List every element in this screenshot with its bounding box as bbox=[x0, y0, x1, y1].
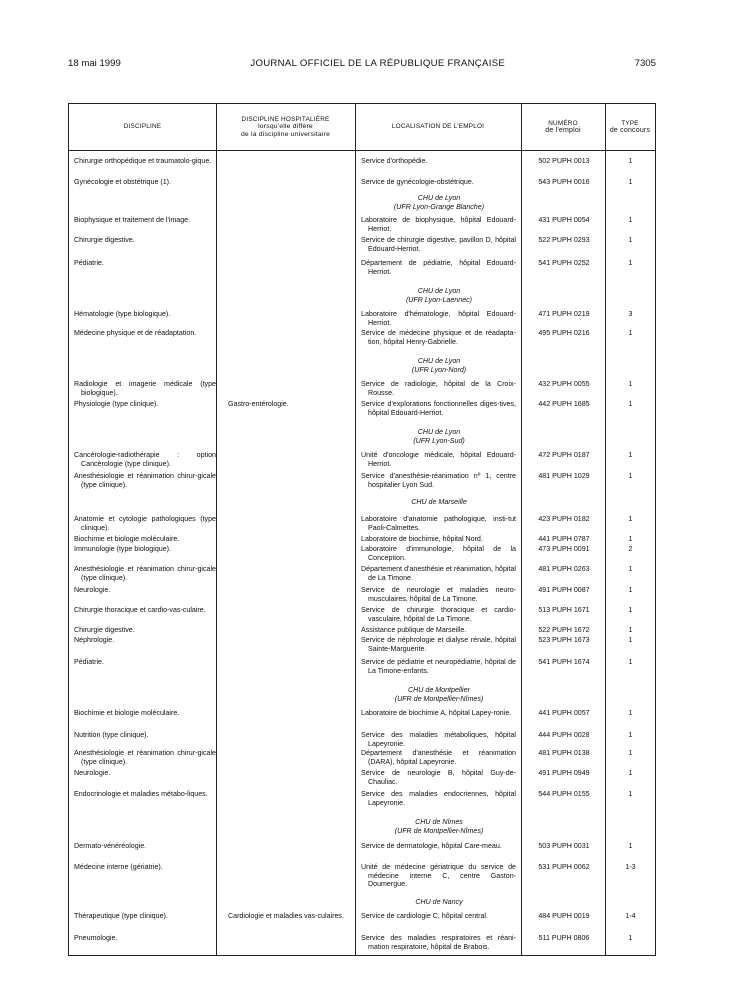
competition-type-cell bbox=[606, 912, 655, 921]
location-cell bbox=[361, 310, 516, 327]
competition-type-cell-text: 1 bbox=[628, 658, 633, 666]
position-number-cell bbox=[522, 658, 606, 667]
section-heading bbox=[357, 428, 521, 445]
position-number-cell bbox=[522, 626, 606, 635]
discipline-cell-text: Nutrition (type clinique). bbox=[74, 731, 149, 739]
position-number-cell-text: 531 PUPH 0062 bbox=[538, 863, 590, 871]
position-number-cell bbox=[522, 259, 606, 268]
discipline-cell-text: Médecine interne (gériatrie). bbox=[74, 863, 163, 871]
discipline-cell bbox=[74, 636, 216, 645]
position-number-cell bbox=[522, 236, 606, 245]
competition-type-cell bbox=[606, 259, 655, 268]
competition-type-cell-text: 1 bbox=[628, 769, 633, 777]
section-heading bbox=[357, 498, 521, 507]
discipline-cell bbox=[74, 380, 216, 397]
competition-type-cell bbox=[606, 769, 655, 778]
competition-type-cell-text: 1 bbox=[628, 236, 633, 244]
competition-type-cell bbox=[606, 749, 655, 758]
location-cell-text: Service d'explorations fonctionnelles diges-tives, hôpital Edouard-Herriot. bbox=[361, 400, 516, 417]
location-cell-text: Département de pédiatrie, hôpital Edouard-Herriot. bbox=[361, 259, 516, 276]
competition-type-cell-text: 1 bbox=[628, 790, 633, 798]
discipline-cell bbox=[74, 863, 216, 872]
discipline-cell bbox=[74, 400, 216, 409]
position-number-cell-text: 471 PUPH 0219 bbox=[538, 310, 590, 318]
discipline-cell-text: Thérapeutique (type clinique). bbox=[74, 912, 168, 920]
discipline-cell-text: Médecine physique et de réadaptation. bbox=[74, 329, 197, 337]
discipline-cell bbox=[74, 626, 216, 635]
location-cell bbox=[361, 178, 516, 187]
position-number-cell bbox=[522, 451, 606, 460]
competition-type-cell-text: 1-4 bbox=[625, 912, 636, 920]
location-cell-text: Service de gynécologie-obstétrique. bbox=[361, 178, 474, 186]
location-cell-text: Service des maladies endocriennes, hôpital Lapeyronie. bbox=[361, 790, 516, 807]
location-cell-text: Unité d'oncologie médicale, hôpital Edouard-Herriot. bbox=[361, 451, 516, 468]
position-number-cell-text: 484 PUPH 0019 bbox=[538, 912, 590, 920]
position-number-cell-text: 491 PUPH 0949 bbox=[538, 769, 590, 777]
position-number-cell bbox=[522, 749, 606, 758]
discipline-cell bbox=[74, 749, 216, 766]
competition-type-cell bbox=[606, 626, 655, 635]
competition-type-cell bbox=[606, 565, 655, 574]
position-number-cell-text: 444 PUPH 0028 bbox=[538, 731, 590, 739]
position-number-cell-text: 503 PUPH 0031 bbox=[538, 842, 590, 850]
position-number-cell-text: 541 PUPH 0252 bbox=[538, 259, 590, 267]
position-number-cell-text: 513 PUPH 1671 bbox=[538, 606, 590, 614]
position-number-cell-text: 523 PUPH 1673 bbox=[538, 636, 590, 644]
discipline-cell-text: Chirurgie thoracique et cardio-vas-culaire. bbox=[74, 606, 206, 614]
location-cell-text: Service de néphrologie et dialyse rénale, hôpital Sainte-Marguerite. bbox=[361, 636, 516, 653]
section-heading bbox=[357, 194, 521, 211]
position-number-cell bbox=[522, 934, 606, 943]
discipline-cell-text: Gynécologie et obstétrique (1). bbox=[74, 178, 172, 186]
running-head bbox=[68, 56, 656, 70]
discipline-cell bbox=[74, 157, 216, 166]
discipline-cell-text: Anesthésiologie et réanimation chirur-gicale (type clinique). bbox=[74, 565, 216, 582]
discipline-cell bbox=[74, 329, 216, 338]
location-cell-text: Service des maladies métaboliques, hôpital Lapeyronie. bbox=[361, 731, 516, 748]
position-number-cell bbox=[522, 535, 606, 544]
discipline-cell-text: Physiologie (type clinique). bbox=[74, 400, 159, 408]
section-heading bbox=[357, 686, 521, 703]
competition-type-cell bbox=[606, 236, 655, 245]
competition-type-cell bbox=[606, 178, 655, 187]
location-cell-text: Service de neurologie B, hôpital Guy-de-Chauliac. bbox=[361, 769, 516, 786]
discipline-cell-text: Cancérologie-radiothérapie : option Cancérologie (type clinique). bbox=[74, 451, 216, 468]
header-type: TYPE de concours bbox=[609, 119, 651, 134]
discipline-cell-text: Radiologie et imagerie médicale (type biologique). bbox=[74, 380, 216, 397]
location-cell bbox=[361, 934, 516, 951]
section-heading-line: CHU de Nancy bbox=[415, 898, 463, 906]
discipline-cell bbox=[74, 310, 216, 319]
header-date: 18 mai 1999 bbox=[68, 57, 121, 69]
discipline-cell bbox=[74, 842, 216, 851]
location-cell-text: Service de chirurgie thoracique et cardio-vasculaire, hôpital de La Timone. bbox=[361, 606, 516, 623]
location-cell-text: Département d'anesthésie et réanimation (DARA), hôpital Lapeyronie. bbox=[361, 749, 516, 766]
competition-type-cell-text: 1 bbox=[628, 259, 633, 267]
discipline-cell bbox=[74, 606, 216, 615]
section-heading-line: CHU de Lyon bbox=[417, 287, 461, 295]
location-cell bbox=[361, 636, 516, 653]
section-heading-line: (UFR Lyon-Laennec) bbox=[405, 295, 473, 304]
competition-type-cell bbox=[606, 842, 655, 851]
competition-type-cell-text: 3 bbox=[628, 310, 633, 318]
location-cell-text: Unité de médecine gériatrique du service de médecine interne C, centre Gaston-Doumergue. bbox=[361, 863, 516, 889]
location-cell bbox=[361, 535, 516, 544]
hospital-discipline-cell bbox=[228, 912, 355, 921]
location-cell bbox=[361, 863, 516, 889]
position-number-cell-text: 502 PUPH 0013 bbox=[538, 157, 590, 165]
discipline-cell-text: Neurologie. bbox=[74, 586, 111, 594]
position-number-cell bbox=[522, 380, 606, 389]
location-cell bbox=[361, 731, 516, 748]
competition-type-cell bbox=[606, 934, 655, 943]
competition-type-cell-text: 1 bbox=[628, 451, 633, 459]
location-cell bbox=[361, 515, 516, 532]
section-heading bbox=[357, 898, 521, 907]
discipline-cell-text: Anesthésiologie et réanimation chirur-gicale (type clinique). bbox=[74, 749, 216, 766]
position-number-cell-text: 431 PUPH 0054 bbox=[538, 216, 590, 224]
location-cell-text: Laboratoire d'immunologie, hôpital de la Conception. bbox=[361, 545, 516, 562]
location-cell-text: Service de chirurgie digestive, pavillon D, hôpital Edouard-Herriot. bbox=[361, 236, 516, 253]
table-body bbox=[69, 104, 657, 955]
position-number-cell bbox=[522, 842, 606, 851]
competition-type-cell-text: 1-3 bbox=[625, 863, 636, 871]
location-cell-text: Département d'anesthésie et réanimation, hôpital de La Timone. bbox=[361, 565, 516, 582]
competition-type-cell bbox=[606, 606, 655, 615]
section-heading-line: CHU de Lyon bbox=[417, 428, 461, 436]
discipline-cell bbox=[74, 178, 216, 187]
position-number-cell-text: 472 PUPH 0187 bbox=[538, 451, 590, 459]
competition-type-cell bbox=[606, 400, 655, 409]
header-discipline-hospitaliere: DISCIPLINE HOSPITALIÈRE lorsqu'elle diffère de la discipline universitaire bbox=[240, 115, 331, 138]
competition-type-cell bbox=[606, 731, 655, 740]
discipline-cell-text: Pédiatrie. bbox=[74, 658, 104, 666]
position-number-cell-text: 441 PUPH 0787 bbox=[538, 535, 590, 543]
position-number-cell-text: 543 PUPH 0016 bbox=[538, 178, 590, 186]
discipline-cell bbox=[74, 545, 216, 554]
header-numero: NUMÉRO de l'emploi bbox=[545, 119, 581, 134]
competition-type-cell-text: 1 bbox=[628, 515, 633, 523]
discipline-cell bbox=[74, 790, 216, 799]
competition-type-cell-text: 1 bbox=[628, 380, 633, 388]
section-heading-line: CHU de Montpellier bbox=[408, 686, 470, 694]
position-number-cell bbox=[522, 216, 606, 225]
discipline-cell bbox=[74, 216, 216, 225]
position-number-cell bbox=[522, 515, 606, 524]
discipline-cell-text: Hématologie (type biologique). bbox=[74, 310, 171, 318]
discipline-cell-text: Immunologie (type biologique). bbox=[74, 545, 172, 553]
location-cell-text: Laboratoire d'hématologie, hôpital Edouard-Herriot. bbox=[361, 310, 516, 327]
position-number-cell bbox=[522, 606, 606, 615]
competition-type-cell-text: 1 bbox=[628, 178, 633, 186]
position-number-cell bbox=[522, 565, 606, 574]
journal-title: JOURNAL OFFICIEL DE LA RÉPUBLIQUE FRANÇAISE bbox=[250, 57, 506, 69]
location-cell-text: Service d'anesthésie-réanimation nº 1, centre hospitalier Lyon Sud. bbox=[361, 472, 516, 489]
location-cell bbox=[361, 329, 516, 346]
position-number-cell bbox=[522, 472, 606, 481]
position-number-cell-text: 522 PUPH 1672 bbox=[538, 626, 590, 634]
position-number-cell bbox=[522, 769, 606, 778]
section-heading-line: (UFR Lyon-Nord) bbox=[411, 365, 467, 374]
hospital-discipline-cell-text: Cardiologie et maladies vas-culaires. bbox=[228, 912, 344, 920]
competition-type-cell-text: 1 bbox=[628, 329, 633, 337]
competition-type-cell bbox=[606, 157, 655, 166]
competition-type-cell-text: 1 bbox=[628, 535, 633, 543]
competition-type-cell-text: 1 bbox=[628, 606, 633, 614]
hospital-discipline-cell-text: Gastro-entérologie. bbox=[228, 400, 289, 408]
competition-type-cell bbox=[606, 790, 655, 799]
hospital-discipline-cell bbox=[228, 400, 355, 409]
position-number-cell-text: 541 PUPH 1674 bbox=[538, 658, 590, 666]
position-number-cell-text: 544 PUPH 0155 bbox=[538, 790, 590, 798]
section-heading-line: CHU de Lyon bbox=[417, 357, 461, 365]
discipline-cell-text: Neurologie. bbox=[74, 769, 111, 777]
location-cell bbox=[361, 545, 516, 562]
location-cell bbox=[361, 658, 516, 675]
position-number-cell-text: 423 PUPH 0182 bbox=[538, 515, 590, 523]
position-number-cell-text: 473 PUPH 0091 bbox=[538, 545, 590, 553]
competition-type-cell bbox=[606, 545, 655, 554]
competition-type-cell-text: 1 bbox=[628, 626, 633, 634]
competition-type-cell-text: 1 bbox=[628, 636, 633, 644]
position-number-cell bbox=[522, 586, 606, 595]
competition-type-cell-text: 1 bbox=[628, 400, 633, 408]
section-heading bbox=[357, 287, 521, 304]
position-number-cell-text: 522 PUPH 0293 bbox=[538, 236, 590, 244]
discipline-cell bbox=[74, 912, 216, 921]
discipline-cell bbox=[74, 451, 216, 468]
competition-type-cell bbox=[606, 329, 655, 338]
position-number-cell bbox=[522, 157, 606, 166]
position-number-cell bbox=[522, 863, 606, 872]
discipline-cell-text: Chirurgie orthopédique et traumatolo-gique. bbox=[74, 157, 212, 165]
location-cell bbox=[361, 709, 516, 718]
discipline-cell-text: Biophysique et traitement de l'image. bbox=[74, 216, 191, 224]
position-number-cell-text: 491 PUPH 0087 bbox=[538, 586, 590, 594]
competition-type-cell bbox=[606, 515, 655, 524]
discipline-cell-text: Dermato-vénéréologie. bbox=[74, 842, 147, 850]
discipline-cell bbox=[74, 535, 216, 544]
discipline-cell-text: Chirurgie digestive. bbox=[74, 236, 135, 244]
location-cell bbox=[361, 565, 516, 582]
location-cell-text: Laboratoire d'anatomie pathologique, insti-tut Paoli-Calmettes. bbox=[361, 515, 516, 532]
header-discipline: DISCIPLINE bbox=[123, 123, 162, 131]
competition-type-cell bbox=[606, 451, 655, 460]
discipline-cell-text: Néphrologie. bbox=[74, 636, 115, 644]
discipline-cell-text: Endocrinologie et maladies métabo-liques. bbox=[74, 790, 208, 798]
discipline-cell bbox=[74, 658, 216, 667]
competition-type-cell bbox=[606, 310, 655, 319]
competition-type-cell bbox=[606, 586, 655, 595]
location-cell-text: Laboratoire de biophysique, hôpital Edouard-Herriot. bbox=[361, 216, 516, 233]
competition-type-cell-text: 1 bbox=[628, 709, 633, 717]
discipline-cell bbox=[74, 731, 216, 740]
discipline-cell bbox=[74, 565, 216, 582]
location-cell bbox=[361, 749, 516, 766]
positions-table bbox=[68, 103, 656, 956]
location-cell-text: Service de pédiatrie et neuropédiatrie, hôpital de La Timone-enfants. bbox=[361, 658, 516, 675]
discipline-cell-text: Chirurgie digestive. bbox=[74, 626, 135, 634]
section-heading bbox=[357, 357, 521, 374]
location-cell bbox=[361, 236, 516, 253]
location-cell bbox=[361, 157, 516, 166]
location-cell bbox=[361, 216, 516, 233]
location-cell-text: Laboratoire de biochimie, hôpital Nord. bbox=[361, 535, 483, 543]
competition-type-cell bbox=[606, 472, 655, 481]
competition-type-cell-text: 1 bbox=[628, 749, 633, 757]
position-number-cell-text: 441 PUPH 0057 bbox=[538, 709, 590, 717]
location-cell-text: Service d'orthopédie. bbox=[361, 157, 428, 165]
position-number-cell-text: 432 PUPH 0055 bbox=[538, 380, 590, 388]
location-cell bbox=[361, 790, 516, 807]
competition-type-cell bbox=[606, 658, 655, 667]
discipline-cell bbox=[74, 586, 216, 595]
location-cell-text: Service de dermatologie, hôpital Care-meau. bbox=[361, 842, 502, 850]
location-cell-text: Service de neurologie et maladies neuro-musculaires, hôpital de La Timone. bbox=[361, 586, 516, 603]
discipline-cell bbox=[74, 934, 216, 943]
position-number-cell-text: 442 PUPH 1685 bbox=[538, 400, 590, 408]
location-cell bbox=[361, 586, 516, 603]
position-number-cell bbox=[522, 790, 606, 799]
position-number-cell bbox=[522, 545, 606, 554]
competition-type-cell bbox=[606, 380, 655, 389]
competition-type-cell bbox=[606, 535, 655, 544]
competition-type-cell bbox=[606, 863, 655, 872]
position-number-cell bbox=[522, 400, 606, 409]
section-heading-line: (UFR Lyon-Sud) bbox=[413, 436, 465, 445]
competition-type-cell-text: 2 bbox=[628, 545, 633, 553]
discipline-cell-text: Pédiatrie. bbox=[74, 259, 104, 267]
location-cell bbox=[361, 380, 516, 397]
position-number-cell bbox=[522, 310, 606, 319]
position-number-cell-text: 481 PUPH 0138 bbox=[538, 749, 590, 757]
position-number-cell bbox=[522, 178, 606, 187]
discipline-cell-text: Biochimie et biologie moléculaire. bbox=[74, 535, 180, 543]
section-heading-line: (UFR de Montpellier-Nîmes) bbox=[394, 826, 484, 835]
discipline-cell-text: Pneumologie. bbox=[74, 934, 118, 942]
discipline-cell-text: Biochimie et biologie moléculaire. bbox=[74, 709, 180, 717]
competition-type-cell bbox=[606, 216, 655, 225]
location-cell-text: Assistance publique de Marseille. bbox=[361, 626, 467, 634]
position-number-cell bbox=[522, 912, 606, 921]
location-cell-text: Service de radiologie, hôpital de la Croix-Rousse. bbox=[361, 380, 516, 397]
discipline-cell bbox=[74, 709, 216, 718]
position-number-cell bbox=[522, 636, 606, 645]
position-number-cell bbox=[522, 329, 606, 338]
location-cell bbox=[361, 842, 516, 851]
section-heading-line: CHU de Nîmes bbox=[415, 818, 463, 826]
discipline-cell-text: Anatomie et cytologie pathologiques (type clinique). bbox=[74, 515, 216, 532]
location-cell-text: Service de médecine physique et de réadapta-tion, hôpital Henry-Gabrielle. bbox=[361, 329, 516, 346]
discipline-cell bbox=[74, 472, 216, 489]
position-number-cell-text: 495 PUPH 0216 bbox=[538, 329, 590, 337]
competition-type-cell-text: 1 bbox=[628, 216, 633, 224]
competition-type-cell-text: 1 bbox=[628, 731, 633, 739]
location-cell bbox=[361, 259, 516, 276]
location-cell bbox=[361, 400, 516, 417]
discipline-cell bbox=[74, 769, 216, 778]
location-cell bbox=[361, 472, 516, 489]
header-localisation: LOCALISATION DE L'EMPLOI bbox=[391, 123, 485, 131]
discipline-cell bbox=[74, 515, 216, 532]
position-number-cell bbox=[522, 709, 606, 718]
page-number: 7305 bbox=[634, 57, 656, 69]
discipline-cell-text: Anesthésiologie et réanimation chirur-gicale (type clinique). bbox=[74, 472, 216, 489]
discipline-cell bbox=[74, 259, 216, 268]
section-heading bbox=[357, 818, 521, 835]
location-cell bbox=[361, 451, 516, 468]
position-number-cell-text: 511 PUPH 0806 bbox=[538, 934, 590, 942]
competition-type-cell bbox=[606, 636, 655, 645]
position-number-cell-text: 481 PUPH 0263 bbox=[538, 565, 590, 573]
section-heading-line: (UFR Lyon-Grange Blanche) bbox=[393, 202, 485, 211]
competition-type-cell-text: 1 bbox=[628, 842, 633, 850]
competition-type-cell-text: 1 bbox=[628, 586, 633, 594]
location-cell-text: Laboratoire de biochimie A, hôpital Lapey-ronie. bbox=[361, 709, 512, 717]
position-number-cell bbox=[522, 731, 606, 740]
competition-type-cell-text: 1 bbox=[628, 565, 633, 573]
location-cell bbox=[361, 769, 516, 786]
discipline-cell bbox=[74, 236, 216, 245]
location-cell bbox=[361, 912, 516, 921]
competition-type-cell-text: 1 bbox=[628, 934, 633, 942]
competition-type-cell bbox=[606, 709, 655, 718]
location-cell bbox=[361, 626, 516, 635]
competition-type-cell-text: 1 bbox=[628, 472, 633, 480]
competition-type-cell-text: 1 bbox=[628, 157, 633, 165]
section-heading-line: (UFR de Montpellier-Nîmes) bbox=[394, 694, 484, 703]
location-cell-text: Service de cardiologie C, hôpital central. bbox=[361, 912, 488, 920]
location-cell-text: Service des maladies respiratoires et réani-mation respiratoire, hôpital de Brabois. bbox=[361, 934, 516, 951]
location-cell bbox=[361, 606, 516, 623]
section-heading-line: CHU de Lyon bbox=[417, 194, 461, 202]
position-number-cell-text: 481 PUPH 1029 bbox=[538, 472, 590, 480]
section-heading-line: CHU de Marseille bbox=[411, 498, 467, 506]
